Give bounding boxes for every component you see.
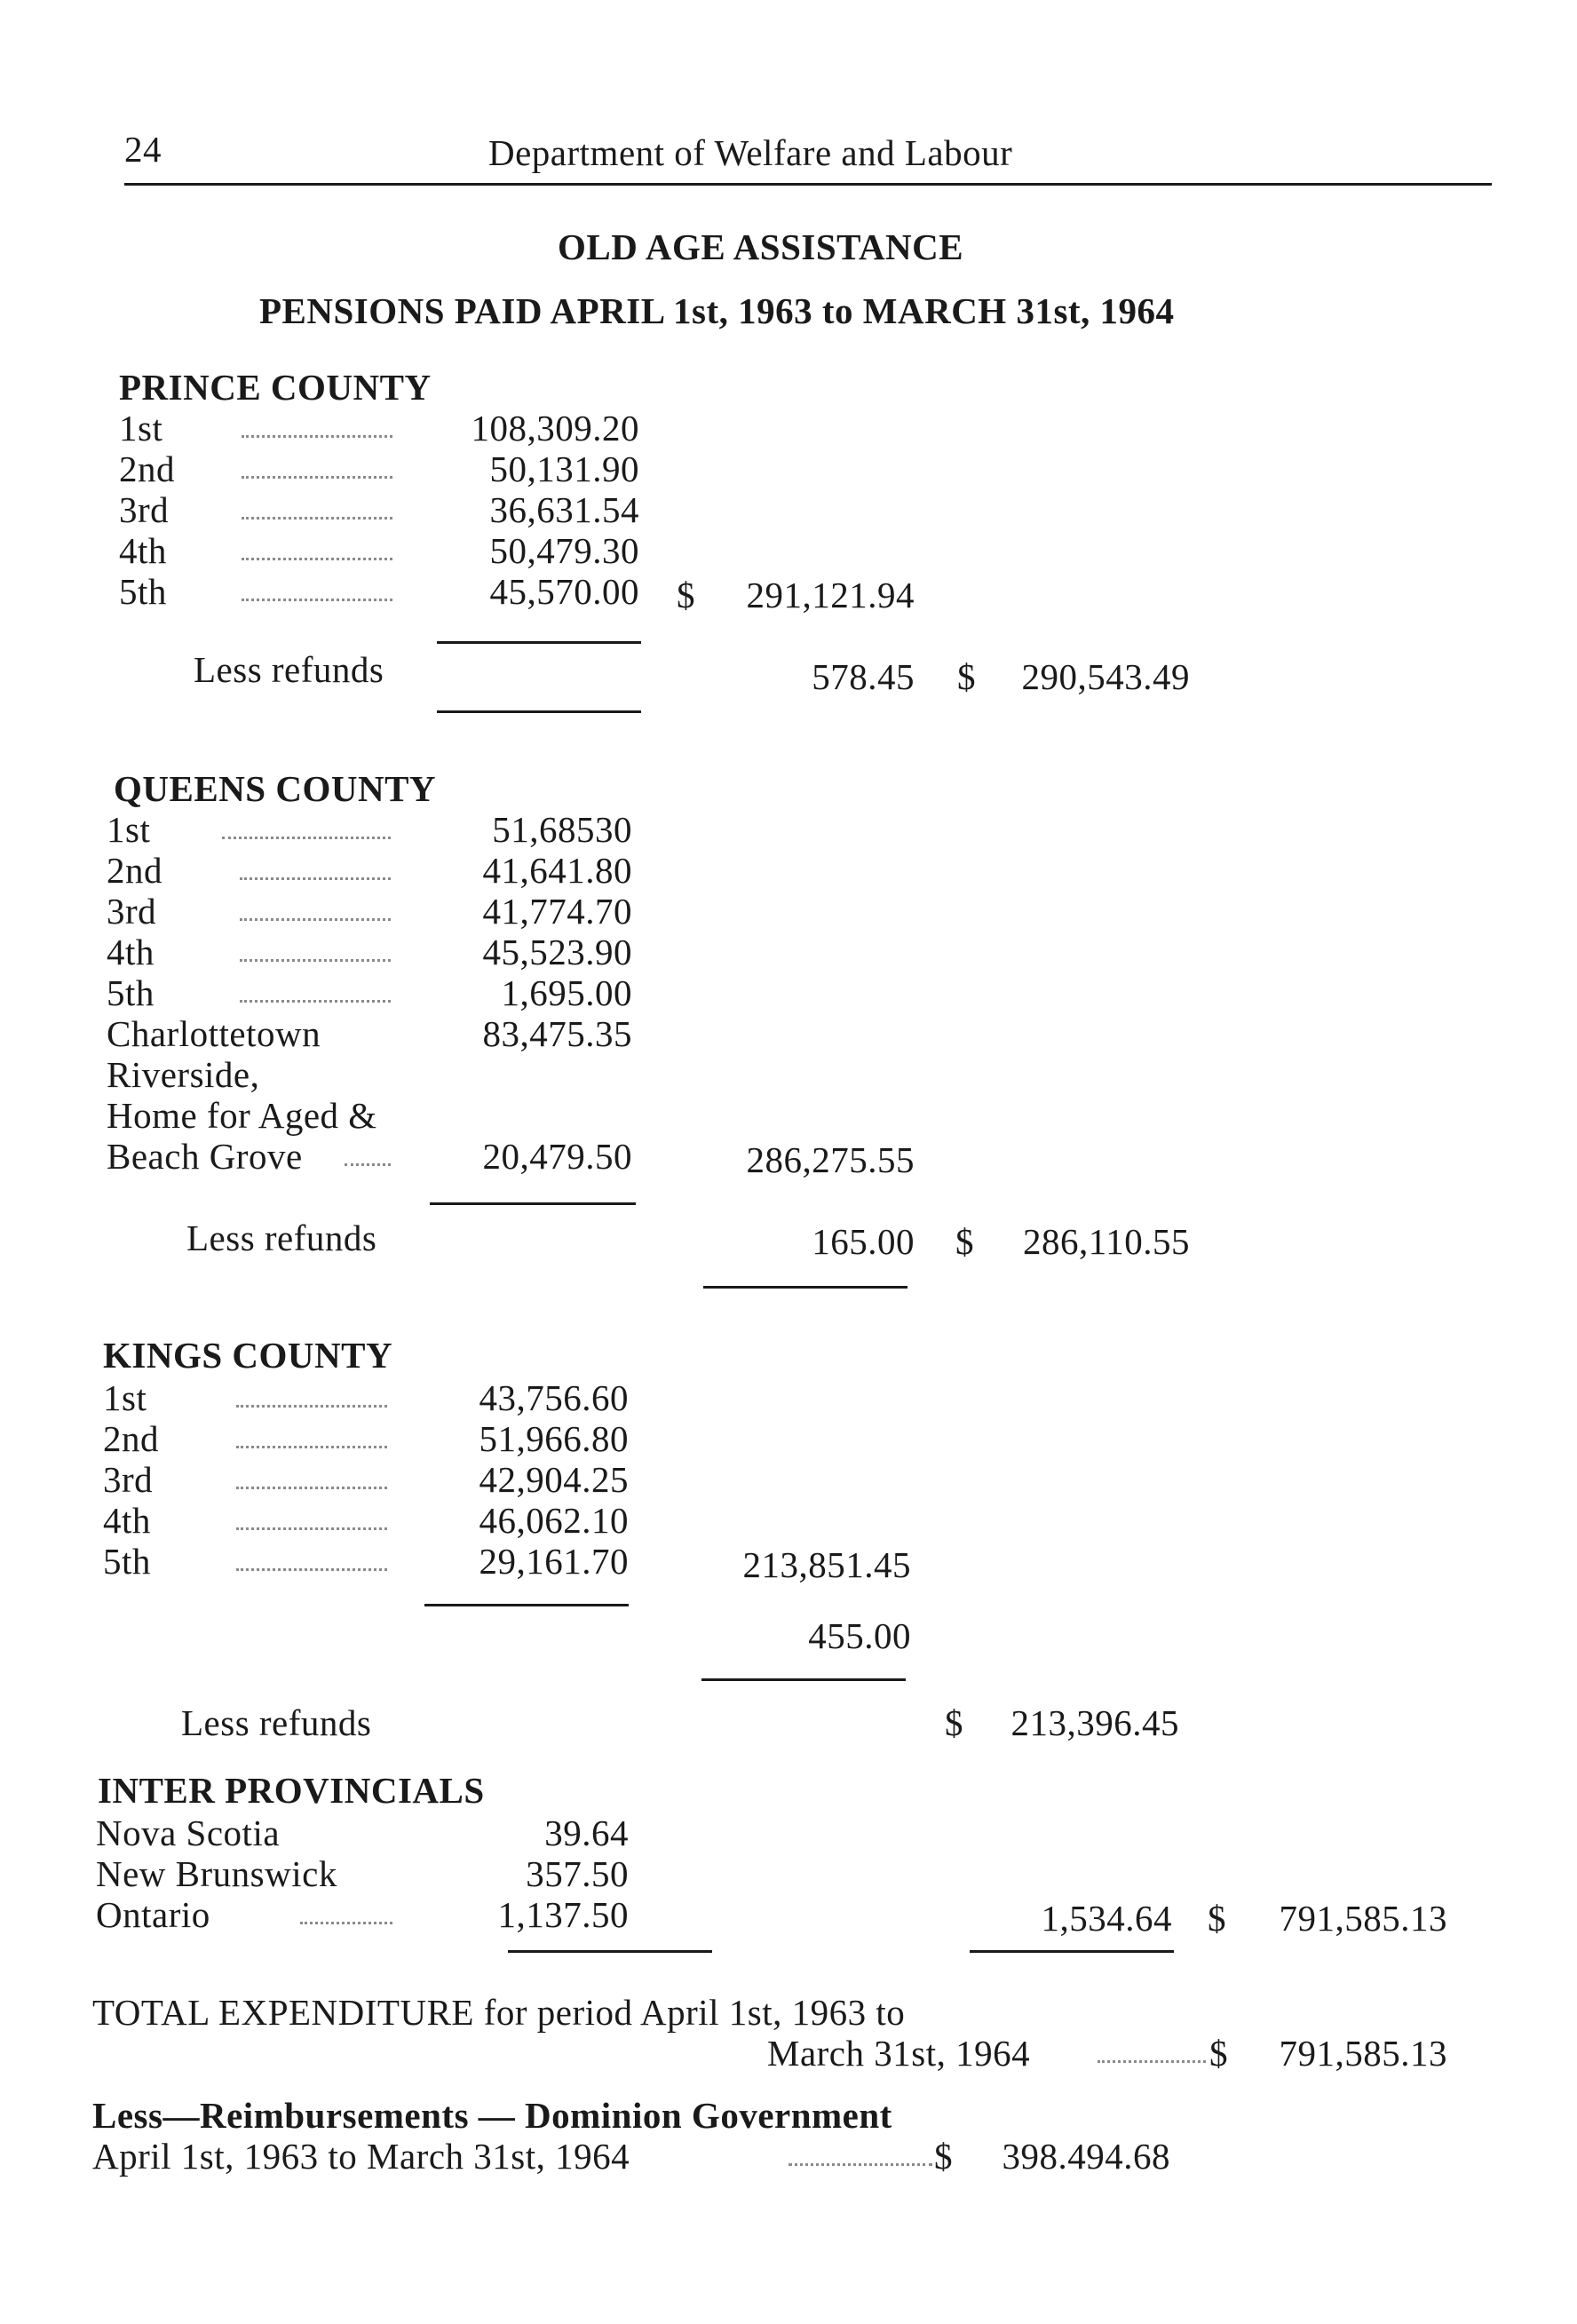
kings-row-label: 1st [103, 1377, 147, 1418]
page-subtitle: PENSIONS PAID APRIL 1st, 1963 to MARCH 31st, 1964 [259, 290, 1175, 331]
dollar-sign: $ [957, 656, 976, 697]
queens-multi-label-line: Home for Aged & [107, 1095, 377, 1136]
prince-row-amount: 108,309.20 [471, 408, 639, 448]
inter-row-amount: 39.64 [544, 1812, 629, 1853]
page-number: 24 [124, 129, 162, 170]
inter-row-label: New Brunswick [96, 1853, 337, 1894]
inter-subtotal: 1,534.64 [1041, 1898, 1172, 1939]
queens-row-label: 4th [107, 932, 155, 972]
leader-dots [242, 476, 392, 479]
prince-heading: PRINCE COUNTY [119, 367, 432, 408]
leader-dots [242, 517, 392, 520]
dollar-sign: $ [677, 575, 695, 615]
leader-dots [300, 1922, 392, 1924]
less-refunds-label: Less refunds [194, 649, 384, 690]
dollar-sign: $ [955, 1221, 974, 1262]
kings-heading: KINGS COUNTY [103, 1335, 393, 1376]
queens-row-label: 1st [107, 809, 151, 850]
dollar-sign: $ [934, 2136, 953, 2177]
prince-row-amount: 45,570.00 [489, 571, 639, 612]
queens-row-label: Charlottetown [107, 1013, 321, 1054]
running-title: Department of Welfare and Labour [488, 132, 1013, 173]
kings-row-label: 4th [103, 1500, 151, 1541]
prince-row-label: 5th [119, 571, 167, 612]
prince-row-amount: 50,131.90 [489, 448, 639, 489]
leader-dots [242, 599, 392, 601]
prince-row-label: 2nd [119, 448, 175, 489]
queens-row-amount: 45,523.90 [482, 932, 632, 972]
queens-row-amount: 41,641.80 [482, 850, 632, 891]
prince-subtotal: 291,121.94 [746, 575, 915, 615]
queens-multi-amount: 20,479.50 [482, 1136, 632, 1177]
leader-dots [240, 918, 391, 921]
kings-row-amount: 43,756.60 [479, 1377, 629, 1418]
sum-rule [508, 1950, 712, 1953]
inter-row-label: Nova Scotia [96, 1812, 281, 1853]
sum-rule [437, 641, 641, 644]
queens-heading: QUEENS COUNTY [114, 768, 437, 809]
queens-row-amount: 51,68530 [492, 809, 632, 850]
leader-dots [242, 435, 392, 438]
queens-net: 286,110.55 [1023, 1221, 1190, 1262]
sum-rule [970, 1950, 1174, 1953]
leader-dots [236, 1487, 387, 1489]
leader-dots [242, 558, 392, 560]
queens-multi-label-line: Riverside, [107, 1054, 260, 1095]
prince-refunds: 578.45 [812, 656, 915, 697]
kings-net: 213,396.45 [1010, 1702, 1179, 1743]
inter-grand-total: 791,585.13 [1279, 1898, 1447, 1939]
total-line-1: TOTAL EXPENDITURE for period April 1st, 1963 to [92, 1992, 906, 2033]
queens-row-amount: 83,475.35 [482, 1013, 632, 1054]
leader-dots [236, 1446, 387, 1448]
less-refunds-label: Less refunds [181, 1702, 372, 1743]
inter-row-amount: 1,137.50 [497, 1894, 629, 1935]
queens-row-label: 5th [107, 972, 155, 1013]
queens-multi-label-line: Beach Grove [107, 1136, 303, 1177]
kings-row-amount: 42,904.25 [479, 1459, 629, 1500]
leader-dots [222, 837, 391, 839]
prince-net: 290,543.49 [1021, 656, 1190, 697]
queens-row-amount: 1,695.00 [501, 972, 632, 1013]
reimb-amount: 398.494.68 [1002, 2136, 1170, 2177]
total-line-2: March 31st, 1964 [767, 2033, 1031, 2074]
page-title: OLD AGE ASSISTANCE [558, 226, 964, 267]
prince-row-label: 4th [119, 530, 167, 571]
sum-rule [424, 1604, 629, 1606]
header-rule [124, 183, 1492, 186]
inter-row-label: Ontario [96, 1894, 210, 1935]
prince-row-label: 1st [119, 408, 163, 448]
kings-row-label: 2nd [103, 1418, 159, 1459]
inter-row-amount: 357.50 [526, 1853, 629, 1894]
leader-dots [236, 1405, 387, 1408]
leader-dots [240, 959, 391, 962]
dollar-sign: $ [945, 1702, 963, 1743]
kings-row-label: 3rd [103, 1459, 154, 1500]
less-refunds-label: Less refunds [186, 1218, 377, 1258]
kings-row-amount: 29,161.70 [479, 1541, 629, 1582]
leader-dots [240, 877, 391, 880]
queens-row-label: 2nd [107, 850, 162, 891]
queens-subtotal: 286,275.55 [746, 1139, 915, 1180]
sum-rule [430, 1202, 636, 1205]
sum-rule [437, 710, 641, 713]
reimb-line-2: April 1st, 1963 to March 31st, 1964 [92, 2136, 630, 2177]
reimb-line-1: Less—Reimbursements — Dominion Government [92, 2095, 892, 2136]
prince-row-label: 3rd [119, 489, 170, 530]
kings-row-amount: 51,966.80 [479, 1418, 629, 1459]
queens-refunds: 165.00 [812, 1221, 915, 1262]
sum-rule [703, 1286, 907, 1289]
sum-rule [701, 1678, 906, 1681]
kings-row-label: 5th [103, 1541, 151, 1582]
leader-dots [236, 1527, 387, 1530]
total-amount: 791,585.13 [1279, 2033, 1447, 2074]
queens-row-label: 3rd [107, 891, 157, 932]
prince-row-amount: 36,631.54 [489, 489, 639, 530]
dollar-sign: $ [1208, 1898, 1226, 1939]
kings-subtotal: 213,851.45 [742, 1544, 911, 1585]
inter-heading: INTER PROVINCIALS [98, 1770, 485, 1811]
kings-row-amount: 46,062.10 [479, 1500, 629, 1541]
dollar-sign: $ [1209, 2033, 1228, 2074]
prince-row-amount: 50,479.30 [489, 530, 639, 571]
leader-dots [240, 1000, 391, 1003]
kings-refunds: 455.00 [808, 1615, 911, 1656]
leader-dots [236, 1568, 387, 1571]
queens-row-amount: 41,774.70 [482, 891, 632, 932]
